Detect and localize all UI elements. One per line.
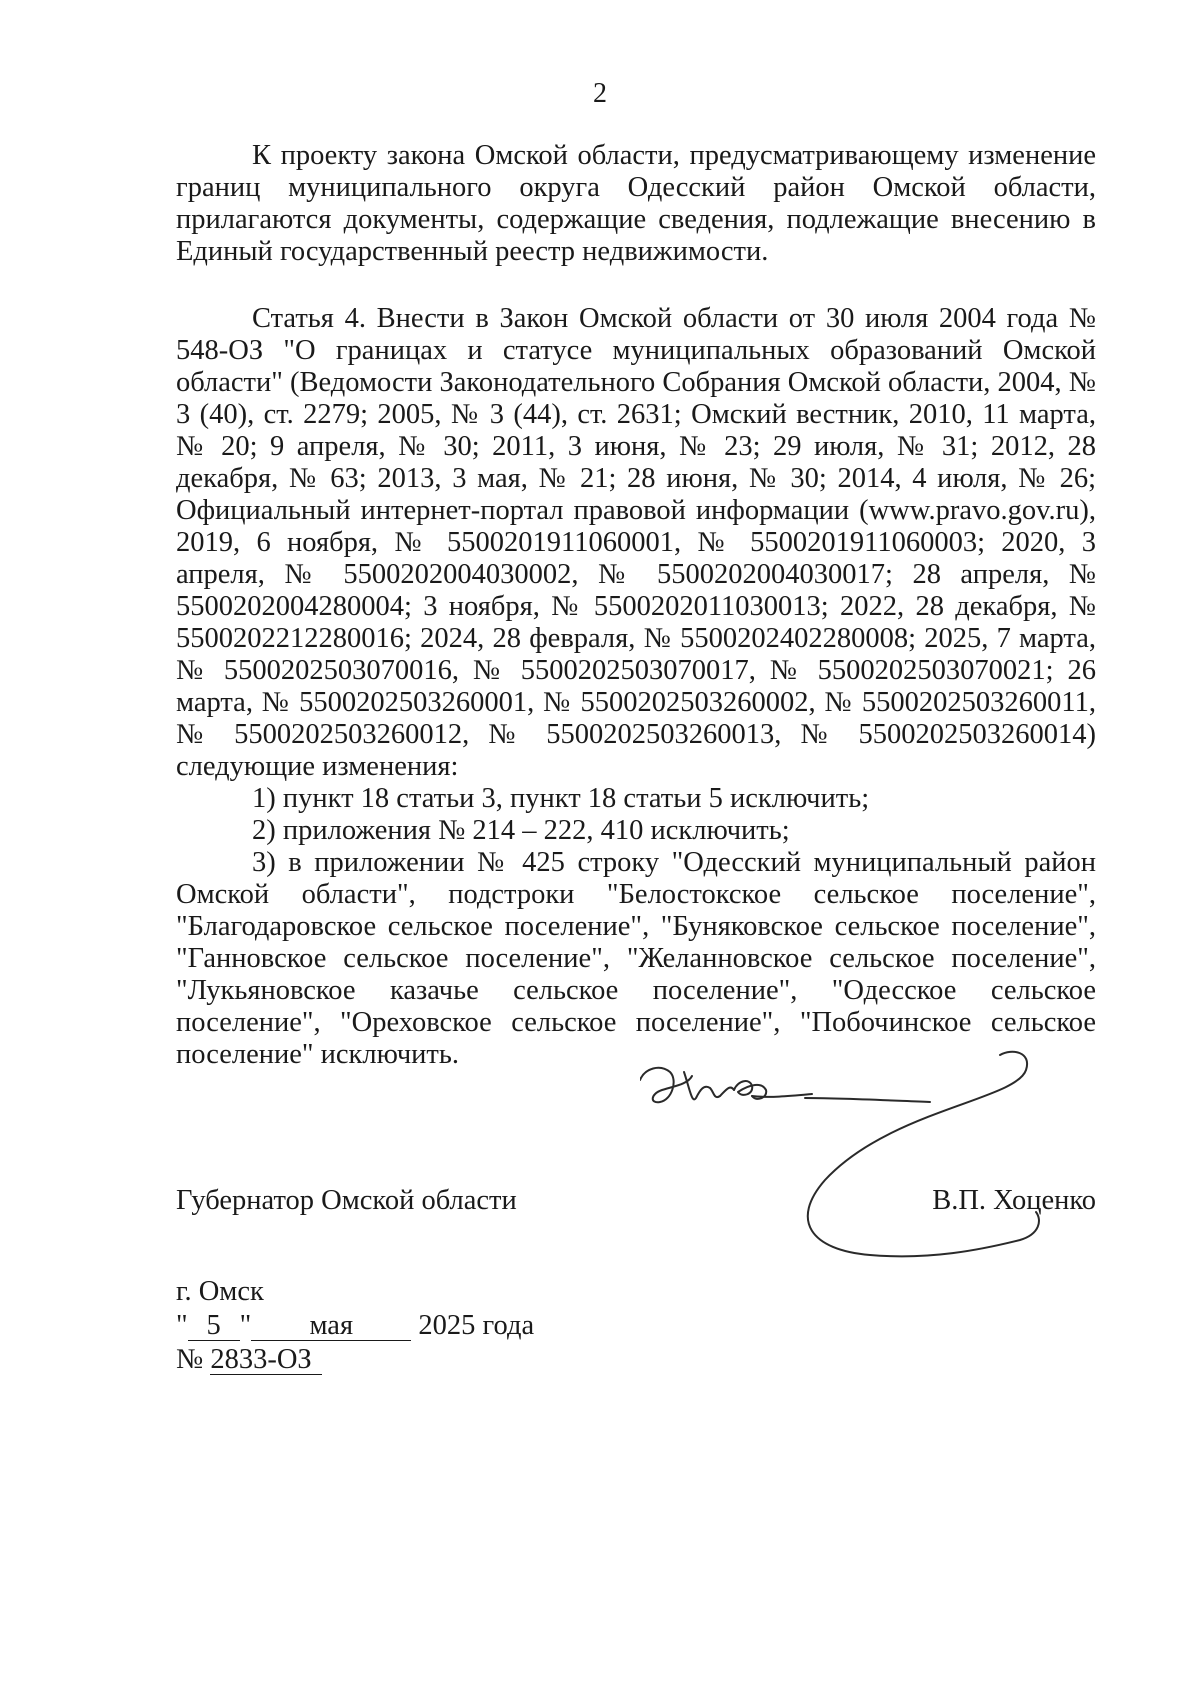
- article-item: 2) приложения № 214 – 222, 410 исключить;: [252, 815, 790, 846]
- law-number: 2833-ОЗ: [210, 1346, 322, 1375]
- city: г. Омск: [176, 1276, 264, 1307]
- law-number-line: [176, 1343, 534, 1377]
- governor-name: В.П. Хоценко: [932, 1185, 1096, 1216]
- date-day: 5: [188, 1312, 240, 1341]
- article-item: 1) пункт 18 статьи 3, пункт 18 статьи 5 исключить;: [252, 783, 870, 814]
- date-month: мая: [251, 1312, 411, 1341]
- number-prefix: №: [176, 1344, 204, 1375]
- page-number: 2: [593, 78, 607, 109]
- paragraph-text: К проекту закона Омской области, предусматривающему изменение границ муниципального округа Одесский район Омской области, прилагаются документы, содержащие сведения, подлежащие внесению в Единый государственный реестр недвижимости.: [176, 140, 1096, 267]
- date-year: 2025 года: [418, 1310, 535, 1341]
- article-intro: Статья 4. Внести в Закон Омской области от 30 июля 2004 года № 548-ОЗ "О границах и статусе муниципальных образований Омской области" (Ведомости Законодательного Собрания Омской области, 2004, № 3 (40), ст. 2279; 2005, № 3 (44), ст. 2631; Омский вестник, 2010, 11 марта, № 20; 9 апреля, № 30; 2011, 3 июня, № 23; 29 июля, № 31; 2012, 28 декабря, № 63; 2013, 3 мая, № 21; 28 июня, № 30; 2014, 4 июля, № 26; Официальный интернет-портал правовой информации (www.pravo.gov.ru), 2019, 6 ноября, № 5500201911060001, № 5500201911060003; 2020, 3 апреля, № 5500202004030002, № 5500202004030017; 28 апреля, № 5500202004280004; 3 ноября, № 5500202011030013; 2022, 28 декабря, № 5500202212280016; 2024, 28 февраля, № 5500202402280008; 2025, 7 марта, № 5500202503070016, № 5500202503070017, № 5500202503070021; 26 марта, № 5500202503260001, № 5500202503260002, № 5500202503260011, № 5500202503260012, № 5500202503260013, № 5500202503260014) следующие изменения:: [176, 303, 1096, 782]
- attachment-paragraph: [176, 140, 1096, 268]
- date-line: " 5 " мая 2025 года: [176, 1310, 535, 1341]
- place-date-block: [176, 1275, 534, 1377]
- signature-row: [176, 1185, 1096, 1225]
- article-item: 3) в приложении № 425 строку "Одесский муниципальный район Омской области", подстроки "Белостокское сельское поселение", "Благодаровское сельское поселение", "Буняковское сельское поселение", "Ганновское сельское поселение", "Желанновское сельское поселение", "Лукьяновское казачье сельское поселение", "Одесское сельское поселение", "Ореховское сельское поселение", "Побочинское сельское поселение" исключить.: [176, 847, 1096, 1070]
- governor-title: Губернатор Омской области: [176, 1185, 517, 1216]
- handwritten-signature: [640, 1050, 1100, 1280]
- article-4: [176, 303, 1096, 1071]
